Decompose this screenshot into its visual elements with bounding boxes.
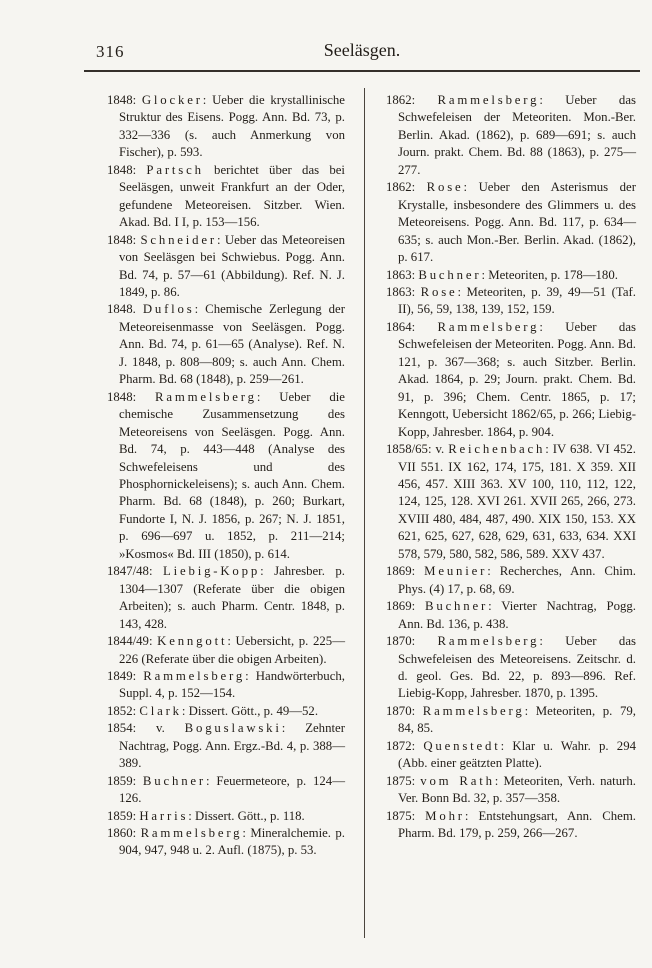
entry-text: Ueber das Schwefeleisen des Meteoreisens. Zeitschr. d. d. geol. Ges. Bd. 22, p. 893—896. Ref. Liebig-Kopp, Jahresber. 1870, p. 1395. [398,634,636,701]
entry-text: Handwörterbuch, Suppl. 4, p. 152—154. [119,668,345,701]
entry-year: 1875: [386,773,416,788]
entry-author: vom Rath [420,773,495,788]
entry-text: Meteoriten, Verh. naturh. Ver. Bonn Bd. 32, p. 357—358. [398,773,636,806]
bib-entry [386,284,636,319]
bib-entry [386,563,636,598]
bib-entry [386,703,636,738]
entry-year: 1844/49: [107,634,153,649]
entry-author: Duflos [142,302,195,317]
entry-year: 1862: [386,93,416,107]
entry-text: Ueber das Meteoreisen von Seeläsgen bei Schwiebus. Pogg. Ann. Bd. 74, p. 57—61 (Abbildung). Ref. N. J. 1849, p. 86. [119,232,345,299]
entry-author: Clark [139,703,182,718]
entry-text: Jahresber. p. 1304—1307 (Referate über die obigen Arbeiten); s. auch Pharm. Centr. 1848, p. 143, 428. [119,564,346,631]
entry-author: Harris [139,808,189,823]
entry-author-separator: : [500,738,513,753]
entry-author-prefix [415,180,427,194]
bib-entry [107,668,345,703]
entry-year: 1869: [386,564,416,579]
entry-text: Recherches, Ann. Chim. Phys. (4) 17, p. 68, 69. [398,564,637,596]
entry-author-separator: : [245,668,256,683]
entry-author-separator: : [488,599,502,614]
bib-entry [107,389,345,564]
bib-entry [386,773,636,808]
entry-author-prefix: v. [431,442,449,457]
entry-author-separator: : [256,389,280,404]
entry-year: 1859: [107,773,137,788]
entry-year: 1870: [386,703,416,718]
entry-year: 1875: [386,808,416,823]
entry-year: 1852: [107,703,137,718]
bib-entry [386,179,636,266]
bib-entry [386,738,636,773]
entry-author: Buchner [142,773,206,788]
bibliography-left-column [107,92,345,860]
bib-entry [386,319,636,441]
entry-author-prefix [415,320,437,334]
entry-author-separator: : [281,721,306,736]
entry-year: 1847/48: [107,564,153,579]
bib-entry [107,703,345,720]
entry-author: Buchner [418,267,482,282]
bib-entry [107,563,345,633]
entry-author-separator: : [227,634,236,649]
bib-entry [107,232,345,302]
entry-author-separator: : [194,302,206,317]
entry-author-separator: : [539,634,566,649]
entry-author: Glocker [141,93,203,107]
entry-text: Ueber den Asterismus der Krystalle, insbesondere des Glimmers u. des Meteoreisens. Pogg. Ann. Bd. 117, p. 634—635; s. auch Mon.-Ber. Berlin. Akad. (1862), p. 617. [398,180,636,265]
entry-year: 1862: [386,180,416,195]
entry-text: Mineralchemie. p. 904, 947, 948 u. 2. Aufl. (1875), p. 53. [119,826,345,858]
entry-author-prefix [415,599,425,613]
entry-author-separator: : [545,442,553,457]
entry-author-prefix [415,93,437,107]
entry-author-separator: : [481,267,489,282]
entry-author-prefix [136,302,143,316]
entry-author-separator: : [494,773,504,788]
entry-text: Vierter Nachtrag, Pogg. Ann. Bd. 136, p. 438. [398,599,636,631]
entry-author: Rammelsberg [437,93,540,107]
entry-year: 1848: [107,93,137,107]
entry-year: 1854: [107,721,137,736]
entry-author-separator: : [463,180,479,195]
entry-text: berichtet über das bei Seeläsgen, unweit Frankfurt an der Oder, gefundene Meteoreisen. Sitzber. Wien. Akad. Bd. I I, p. 153—156. [119,162,345,230]
entry-author: Buchner [425,599,489,614]
bib-entry [386,441,636,563]
entry-author-separator: : [487,564,500,579]
entry-text: Zehnter Nachtrag, Pogg. Ann. Ergz.-Bd. 4, p. 388—389. [119,721,345,771]
entry-author: Rammelsberg [140,826,243,841]
entry-author-separator: : [457,284,467,299]
entry-year: 1872: [386,738,416,753]
entry-author-prefix [415,564,424,578]
entry-author: Reichenbach [448,442,546,457]
bib-entry [386,92,636,179]
entry-author-prefix: v. [136,721,185,736]
entry-author: Rose [420,284,458,299]
header-rule [84,70,640,72]
entry-author-separator: : [539,319,566,334]
entry-author: Partsch [146,162,204,177]
bib-entry [107,92,345,162]
entry-text: Chemische Zerlegung der Meteoreisenmasse von Seeläsgen. Pogg. Ann. Bd. 74, p. 61—65 (Analyse). Ref. N. J. 1848, p. 808—809; s. auch Ann. Chem. Pharm. Bd. 68 (1848), p. 259—261. [119,302,345,387]
entry-author: Rammelsberg [155,389,257,404]
entry-author: Meunier [424,564,488,579]
entry-author: Quenstedt [423,738,501,753]
entry-author: Rammelsberg [422,703,525,718]
entry-author-separator: : [202,93,213,107]
bib-entry [386,633,636,703]
entry-year: 1848: [107,162,137,177]
entry-year: 1848. [107,302,136,317]
entry-text: Ueber das Schwefeleisen der Meteoriten. Pogg. Ann. Bd. 121, p. 367—368; s. auch Sitzber. Berlin. Akad. 1864, p. 29; Journ. prakt. Chem. Bd. 91, p. 396; Chem. Centr. 1865, p. 17; Kenngott, Uebersicht 1862/65, p. 266; Liebig-Kopp, Jahresber. 1864, p. 904. [398,319,636,439]
entry-text: Ueber die krystallinische Struktur des Eisens. Pogg. Ann. Bd. 73, p. 332—336 (s. auch Anmerkung von Fischer), p. 593. [119,93,345,160]
bib-entry [386,598,636,633]
entry-author: Boguslawski [184,721,282,736]
entry-text: Ueber das Schwefeleisen der Meteoriten. Mon.-Ber. Berlin. Akad. (1862), p. 689—691; s. auch Journ. prakt. Chem. Bd. 88 (1863), p. 275—277. [398,93,636,177]
entry-text: Meteoriten, p. 178—180. [488,267,618,282]
entry-author: Mohr [425,808,465,823]
entry-author-separator: : [188,808,196,823]
entry-year: 1859: [107,808,137,823]
entry-author-prefix [153,564,163,578]
bib-entry [107,825,345,860]
entry-author-separator: : [464,808,479,823]
entry-author-prefix [415,809,425,823]
entry-author: Rammelsberg [143,668,246,683]
entry-year: 1869: [386,599,416,614]
entry-text: Ueber die chemische Zusammensetzung des Meteoreisens von Seeläsgen. Pogg. Ann. Bd. 74, p. 443—448 (Analyse des Schwefeleisens und des Phosphornickeleisens); s. auch Ann. Chem. Pharm. Bd. 68 (1848), p. 260; Burkart, Fundorte I, N. J. 1856, p. 267; N. J. 1851, p. 696—697 u. 1852, p. 211—214; »Kosmos« Bd. III (1850), p. 614. [119,389,345,561]
entry-year: 1870: [386,634,416,649]
entry-text: Dissert. Gött., p. 49—52. [188,703,319,718]
bib-entry [107,162,345,232]
entry-year: 1863: [386,284,416,299]
entry-author-prefix [415,634,437,648]
entry-year: 1858/65: [386,442,432,457]
bib-entry [107,633,345,668]
entry-author-separator: : [206,773,217,788]
bibliography-right-column [386,92,636,842]
entry-author-prefix [136,163,146,177]
bib-entry [107,773,345,808]
entry-year: 1849: [107,668,137,683]
entry-author: Rammelsberg [437,634,540,649]
entry-author: Rose [426,180,464,195]
entry-author-separator: : [260,564,275,579]
entry-author-separator [204,163,214,177]
entry-author-prefix [415,704,423,718]
entry-author: Kenngott [157,634,228,649]
entry-year: 1864: [386,319,416,334]
column-divider [364,88,365,938]
entry-text: Uebersicht, p. 225—226 (Referate über die obigen Arbeiten). [119,634,346,666]
entry-text: IV 638. VI 452. VII 551. IX 162, 174, 175, 181. X 359. XII 456, 457. XIII 363. XV 100, 110, 112, 122, 124, 125, 128. XVI 261. XVII 265, 266, 273. XVIII 480, 484, 487, 490. XIX 150, 153. XX 621, 625, 627, 628, 629, 631, 633, 634. XXI 578, 579, 580, 582, 586, 589. XXV 437. [398,442,636,561]
entry-year: 1863: [386,267,416,282]
bib-entry [107,808,345,825]
entry-text: Meteoriten, p. 39, 49—51 (Taf. II), 56, 59, 138, 139, 152, 159. [398,284,636,317]
page-title: Seeläsgen. [323,40,401,60]
entry-text: Meteoriten, p. 79, 84, 85. [398,703,636,736]
entry-text: Klar u. Wahr. p. 294 (Abb. einer geätzten Platte). [398,738,636,771]
entry-author-separator: : [539,93,566,107]
entry-text: Feuermeteore, p. 124—126. [119,773,345,806]
entry-author-separator: : [181,703,189,718]
entry-author-prefix [136,774,143,788]
entry-author-separator: : [216,232,225,247]
entry-year: 1848: [107,232,137,247]
entry-year: 1848: [107,389,137,404]
entry-year: 1860: [107,826,137,841]
entry-author: Rammelsberg [437,319,540,334]
bib-entry [107,301,345,388]
entry-text: Entstehungsart, Ann. Chem. Pharm. Bd. 179, p. 259, 266—267. [398,808,636,841]
entry-author: Schneider [140,232,217,247]
entry-author-separator: : [242,826,251,841]
entry-text: Dissert. Gött., p. 118. [195,808,305,823]
bib-entry [386,267,636,284]
page-number: 316 [96,42,125,61]
bib-entry [107,720,345,772]
entry-author-separator: : [524,703,536,718]
entry-author: Liebig-Kopp [163,564,261,579]
entry-author-prefix [136,390,155,404]
bib-entry [386,808,636,843]
